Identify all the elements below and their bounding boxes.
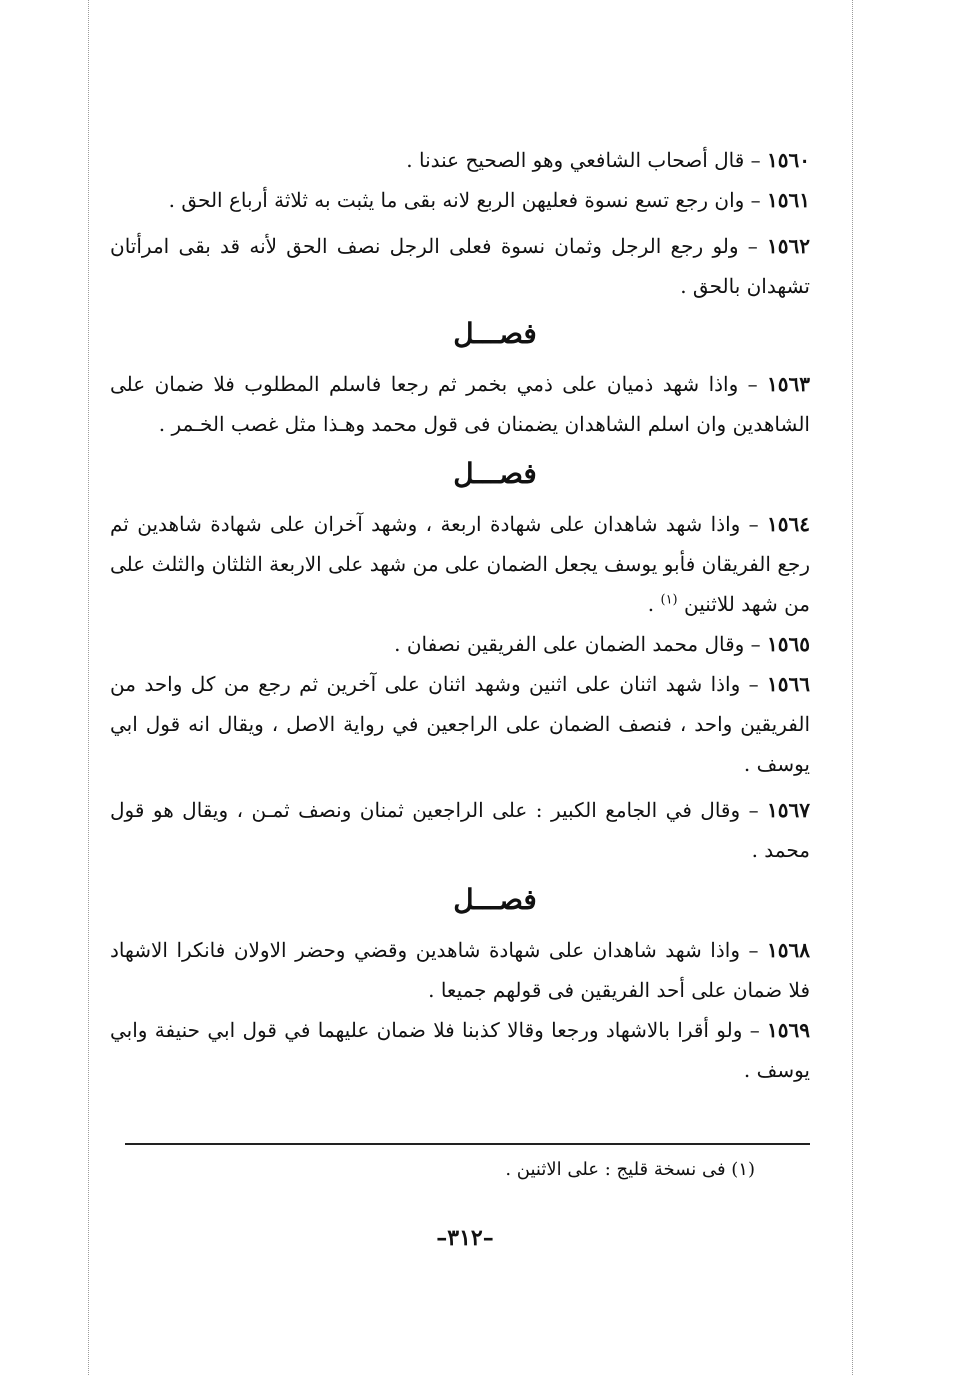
paragraph-1567 [110, 790, 810, 870]
paragraph-text: – ولو رجع الرجل وثمان نسوة فعلى الرجل نصف الحق لأنه قد بقى امرأتان تشهدان بالحق . [110, 234, 810, 298]
section-heading-text: فصـــل [453, 457, 537, 490]
paragraph-1564 [110, 504, 810, 624]
paragraph-text: – ولو أقرا بالاشهاد ورجعا وقالا كذبنا فلا ضمان عليهما في قول ابي حنيفة وابي يوسف . [110, 1018, 810, 1082]
paragraph-number: ١٥٦١ [767, 188, 810, 212]
footnote-divider [125, 1143, 810, 1145]
paragraph-text: – وقال محمد الضمان على الفريقين نصفان . [394, 632, 761, 656]
section-heading [110, 450, 810, 498]
paragraph-1565 [110, 624, 810, 664]
paragraph-text: – وان رجع تسع نسوة فعليهن الربع لانه بقى ما يثبت به ثلاثة أرباع الحق . [168, 188, 761, 212]
paragraph-text: – قال أصحاب الشافعي وهو الصحيح عندنا . [406, 148, 761, 172]
page-body [110, 140, 810, 1090]
paragraph-1560 [110, 140, 810, 180]
section-heading [110, 876, 810, 924]
paragraph-number: ١٥٦٣ [767, 372, 810, 396]
paragraph-number: ١٥٦٩ [767, 1018, 810, 1042]
paragraph-1569 [110, 1010, 810, 1090]
section-heading [110, 310, 810, 358]
section-heading-text: فصـــل [453, 317, 537, 350]
footnote: (١) فى نسخة قليج : على الاثنين . [505, 1159, 755, 1180]
paragraph-number: ١٥٦٨ [767, 938, 810, 962]
paragraph-text: – واذا شهد اثنان على اثنين وشهد اثنان على آخرين ثم رجع من كل واحد من الفريقين واحد ، فنصف الضمان على الراجعين في رواية الاصل ، ويقال انه قول ابي يوسف . [110, 672, 811, 776]
paragraph-text: – واذا شهد ذميان على ذمي بخمر ثم رجعا فاسلم المطلوب فلا ضمان على الشاهدين وان اسلم الشاهدان يضمنان فى قول محمد وهـذا مثل غصب الخـمر . [110, 372, 810, 436]
paragraph-number: ١٥٦٥ [767, 632, 810, 656]
paragraph-number: ١٥٦٢ [767, 234, 810, 258]
footnote-marker: (١) [660, 592, 678, 608]
paragraph-end: . [647, 592, 655, 616]
paragraph-number: ١٥٦٦ [767, 672, 810, 696]
paragraph-1563 [110, 364, 810, 444]
paragraph-text: – واذا شهد شاهدان على شهادة اربعة ، وشهد آخران على شهادة شاهدين ثم رجع الفريقان فأبو يوسف يجعل الضمان على من شهد على الاربعة الثلثان والثلث على من شهد للاثنين [110, 512, 810, 616]
paragraph-text: – واذا شهد شاهدان على شهادة شاهدين وقضي وحضر الاولان فانكرا الاشهاد فلا ضمان على أحد الفريقين فى قولهم جميعا . [110, 938, 810, 1002]
margin-dots-right [852, 0, 853, 1375]
paragraph-text: – وقال في الجامع الكبير : على الراجعين ثمنان ونصف ثمـن ، ويقال هو قول محمد . [110, 798, 810, 862]
paragraph-1568 [110, 930, 810, 1010]
paragraph-number: ١٥٦٤ [767, 512, 811, 536]
page-number: –٣١٢– [436, 1225, 494, 1251]
paragraph-number: ١٥٦٧ [767, 798, 810, 822]
margin-dots-left [88, 0, 89, 1375]
section-heading-text: فصـــل [453, 883, 537, 916]
paragraph-1561 [110, 180, 810, 220]
paragraph-1562 [110, 226, 810, 306]
paragraph-number: ١٥٦٠ [767, 148, 810, 172]
paragraph-1566 [110, 664, 810, 784]
